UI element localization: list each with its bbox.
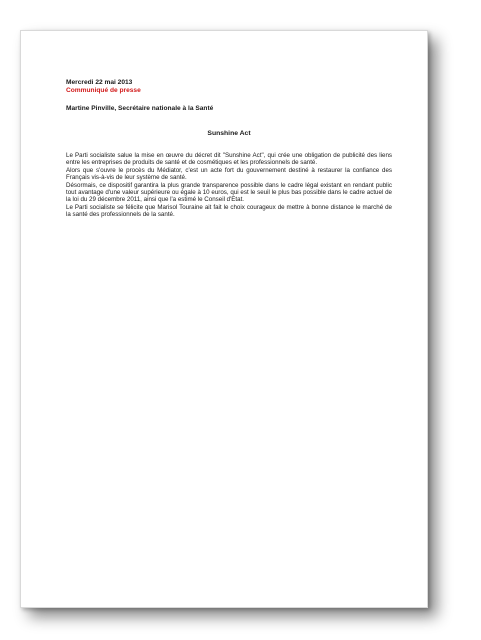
document-content [66,79,392,219]
document-title: Sunshine Act [207,130,251,137]
body-paragraph: Le Parti socialiste se félicite que Marisol Touraine ait fait le choix courageux de mettre à bonne distance le marché de la santé des professionnels de la santé. [66,203,392,219]
document-body [66,152,392,219]
document-author: Martine Pinville, Secrétaire nationale à la Santé [66,105,214,112]
body-paragraph: Désormais, ce dispositif garantira la plus grande transparence possible dans le cadre légal existant en rendant public tout avantage d'une valeur supérieure ou égale à 10 euros, qui est le seuil le plus bas possible dans le cadre actuel de la loi du 29 décembre 2011, ainsi que l'a estimé le Conseil d'Etat. [66,181,392,204]
document-page [20,30,428,608]
body-paragraph: Le Parti socialiste salue la mise en œuvre du décret dit "Sunshine Act", qui crée une obligation de publicité des liens entre les entreprises de produits de santé et de cosmétiques et les professionnels de santé. [66,152,392,167]
document-date: Mercredi 22 mai 2013 [66,79,133,86]
document-type-label: Communiqué de presse [66,87,141,94]
body-paragraph: Alors que s'ouvre le procès du Médiator, c'est un acte fort du gouvernement destiné à restaurer la confiance des Français vis-à-vis de leur système de santé. [66,166,392,182]
